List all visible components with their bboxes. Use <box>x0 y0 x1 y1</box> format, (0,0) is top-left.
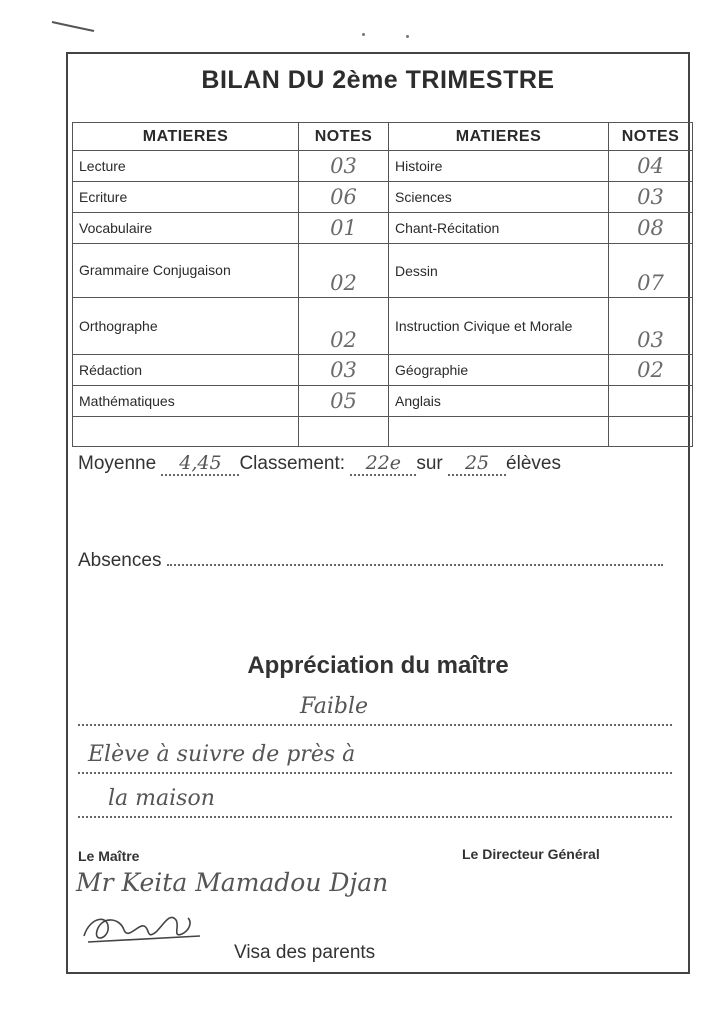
summary-line <box>78 452 561 476</box>
subject-cell: Histoire <box>389 151 609 182</box>
grade-cell: 03 <box>299 151 389 182</box>
subject-cell: Sciences <box>389 182 609 213</box>
average-label: Moyenne <box>78 453 157 474</box>
grade-cell: 07 <box>609 244 693 298</box>
table-row <box>73 386 693 417</box>
director-label: Le Directeur Général <box>462 846 600 862</box>
appreciation-line <box>78 694 672 726</box>
out-of-value: 25 <box>448 452 506 476</box>
subject-cell: Grammaire Conjugaison <box>73 244 299 298</box>
appreciation-text: Elève à suivre de près à <box>88 742 356 767</box>
rank-value: 22e <box>350 452 416 476</box>
appreciation-line <box>78 786 672 818</box>
grade-cell: 08 <box>609 213 693 244</box>
absences-label: Absences <box>78 550 162 571</box>
subject-cell: Rédaction <box>73 355 299 386</box>
absences-line <box>78 550 663 572</box>
grades-table <box>72 122 693 447</box>
appreciation-text: la maison <box>108 786 215 811</box>
grade-cell <box>609 386 693 417</box>
subject-cell <box>389 417 609 447</box>
table-header-row <box>73 123 693 151</box>
grades-header: NOTES <box>609 123 693 151</box>
subject-cell: Orthographe <box>73 298 299 355</box>
grade-cell: 03 <box>609 298 693 355</box>
subject-cell <box>73 417 299 447</box>
grade-cell <box>299 417 389 447</box>
appreciation-text: Faible <box>300 694 369 719</box>
teacher-name: Mr Keita Mamadou Djan <box>76 868 389 897</box>
table-row <box>73 244 693 298</box>
subject-cell: Lecture <box>73 151 299 182</box>
out-of-label: sur <box>416 453 443 474</box>
scan-mark <box>50 18 96 32</box>
report-card <box>66 52 690 974</box>
teacher-label: Le Maître <box>78 848 140 864</box>
table-row <box>73 298 693 355</box>
subject-cell: Ecriture <box>73 182 299 213</box>
grade-cell: 05 <box>299 386 389 417</box>
scan-speck <box>406 35 409 38</box>
grade-cell: 06 <box>299 182 389 213</box>
grade-cell: 03 <box>299 355 389 386</box>
subject-cell: Anglais <box>389 386 609 417</box>
grade-cell: 02 <box>299 298 389 355</box>
table-row <box>73 355 693 386</box>
appreciation-title: Appréciation du maître <box>247 652 509 679</box>
grade-cell: 02 <box>299 244 389 298</box>
appreciation-line <box>78 742 672 774</box>
students-label: élèves <box>506 453 561 474</box>
average-value: 4,45 <box>161 452 239 476</box>
table-row <box>73 151 693 182</box>
table-row <box>73 213 693 244</box>
signature-icon <box>80 906 210 948</box>
grades-header: NOTES <box>299 123 389 151</box>
page-title: BILAN DU 2ème TRIMESTRE <box>201 66 555 94</box>
subject-cell: Chant-Récitation <box>389 213 609 244</box>
table-row <box>73 182 693 213</box>
table-row <box>73 417 693 447</box>
parents-visa-label: Visa des parents <box>234 942 376 963</box>
grade-cell <box>609 417 693 447</box>
subject-cell: Géographie <box>389 355 609 386</box>
subject-cell: Instruction Civique et Morale <box>389 298 609 355</box>
rank-label: Classement: <box>239 453 346 474</box>
grade-cell: 02 <box>609 355 693 386</box>
absences-value <box>167 564 663 566</box>
subject-cell: Mathématiques <box>73 386 299 417</box>
subjects-header: MATIERES <box>389 123 609 151</box>
grade-cell: 03 <box>609 182 693 213</box>
grade-cell: 04 <box>609 151 693 182</box>
subjects-header: MATIERES <box>73 123 299 151</box>
subject-cell: Dessin <box>389 244 609 298</box>
scan-speck <box>362 33 365 36</box>
grade-cell: 01 <box>299 213 389 244</box>
subject-cell: Vocabulaire <box>73 213 299 244</box>
